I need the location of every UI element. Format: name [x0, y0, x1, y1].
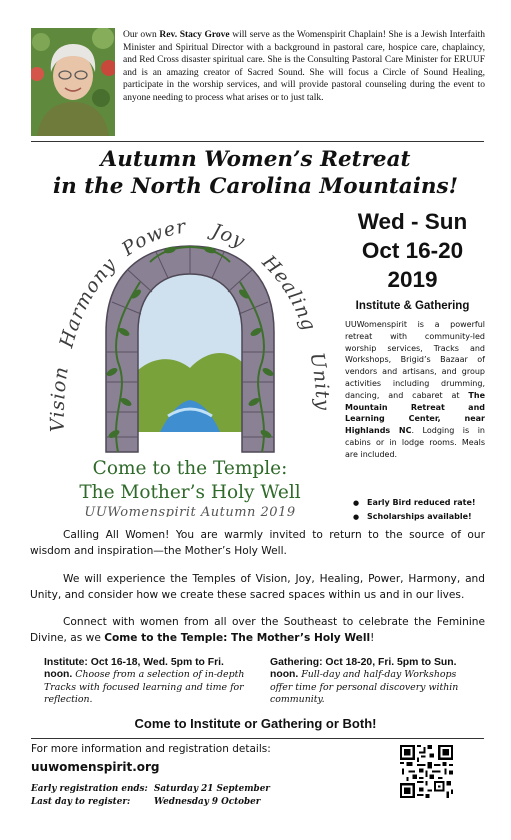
arc-word-healing: Healing: [257, 251, 321, 335]
venue-name: The Mountain Retreat and Learning Center, near Highlands NC: [345, 390, 485, 436]
last-registration-date: Wednesday 9 October: [154, 797, 261, 807]
footer-divider: [31, 738, 484, 739]
arc-word-joy: Joy: [209, 219, 250, 253]
arc-word-harmony: Harmony: [55, 253, 121, 351]
institute-description: Choose from a selection of in-depth Tracks with focused learning and time for reflection.: [44, 669, 245, 705]
dates-range: Oct 16-20: [361, 238, 464, 263]
connect-paragraph: Connect with women from all over the Southeast to celebrate the Feminine Divine, as we Come to the Temple: The Mother’s Holy Well!: [30, 616, 485, 644]
chaplain-portrait-image: [31, 28, 115, 136]
arc-word-vision: Vision: [46, 364, 73, 433]
gathering-description: Full-day and half-day Workshops offer time for personal discovery within community.: [270, 669, 459, 705]
logo-headline-2: The Mother’s Holy Well: [79, 482, 301, 503]
temples-paragraph: We will experience the Temples of Vision, Joy, Healing, Power, Harmony, and Unity, and consider how we create these sacred spaces within us and in our lives.: [30, 573, 485, 601]
retreat-title: [0, 146, 511, 200]
svg-text:Unity: [305, 351, 333, 412]
early-registration-label: Early registration ends:: [31, 784, 148, 794]
dates-days: Wed - Sun: [357, 209, 468, 234]
temple-arch-illustration: [40, 202, 340, 517]
logo-subtitle: UUWomenspirit Autumn 2019: [84, 505, 296, 517]
call-to-action: Come to Institute or Gathering or Both!: [134, 716, 377, 731]
invitation-paragraph: Calling All Women! You are warmly invited to return to the source of our wisdom and inspiration—the Mother’s Holy Well.: [30, 529, 485, 557]
qr-code[interactable]: [400, 745, 453, 798]
logo-headline-1: Come to the Temple:: [92, 458, 288, 479]
qr-code-icon: [400, 745, 453, 798]
event-dates: [340, 207, 485, 294]
arc-word-power: Power: [117, 215, 189, 261]
benefit-scholarships: ● Scholarships available!: [353, 510, 493, 524]
chaplain-bio: Our own Rev. Stacy Grove will serve as the Womenspirit Chaplain! She is a Jewish Interfaith Minister and Spiritual Director with a background in pastoral care, hospice care, chaplaincy, and Red Cross disaster spiritual care. She is the Consulting Pastoral Care Minister for ERUUF and is an amazing creator of Sacred Sound. She will focus a Circle of Sound Healing, participate in the worship services, and will provide pastoral counseling during the event to anyone needing to process what arises or to just talk.: [123, 30, 485, 103]
institute-details: [44, 657, 252, 706]
chaplain-photo: [31, 28, 115, 136]
arc-words: [47, 365, 73, 433]
temple-logo: [40, 202, 340, 517]
top-divider: [31, 141, 484, 142]
title-line-2: in the North Carolina Mountains!: [52, 174, 459, 199]
benefit-early-bird: ● Early Bird reduced rate!: [353, 496, 493, 510]
dates-year: 2019: [387, 267, 438, 292]
early-registration: [31, 784, 270, 794]
chaplain-section: [31, 28, 484, 136]
chaplain-name: Rev. Stacy Grove: [159, 30, 230, 40]
benefits-list: [353, 496, 493, 524]
early-registration-date: Saturday 21 September: [154, 784, 270, 794]
more-info-text: For more information and registration details:: [31, 743, 271, 755]
gathering-label: Gathering: Oct 18-20, Fri. 5pm to Sun. noon.: [270, 657, 457, 681]
title-line-1: Autumn Women’s Retreat: [100, 147, 411, 172]
arc-word-unity: Unity: [305, 350, 334, 412]
institute-gathering-heading: Institute & Gathering: [355, 300, 470, 312]
last-registration-label: Last day to register:: [31, 797, 131, 807]
institute-label: Institute: Oct 16-18, Wed. 5pm to Fri. noon.: [44, 657, 224, 681]
website-link[interactable]: uuwomenspirit.org: [31, 760, 160, 774]
gathering-details: [270, 657, 478, 706]
theme-name: Come to the Temple: The Mother’s Holy Well: [104, 631, 371, 644]
last-registration: [31, 797, 261, 807]
retreat-description: UUWomenspirit is a powerful retreat with community-led worship services, Tracks and Workshops, Brigid’s Bazaar of vendors and artisans, and group activities including drumming, dancing, and cabaret at The Mountain Retreat and Learning Center, near Highlands NC. Lodging is in cabins or in lodge rooms. Meals are included.: [345, 320, 485, 459]
